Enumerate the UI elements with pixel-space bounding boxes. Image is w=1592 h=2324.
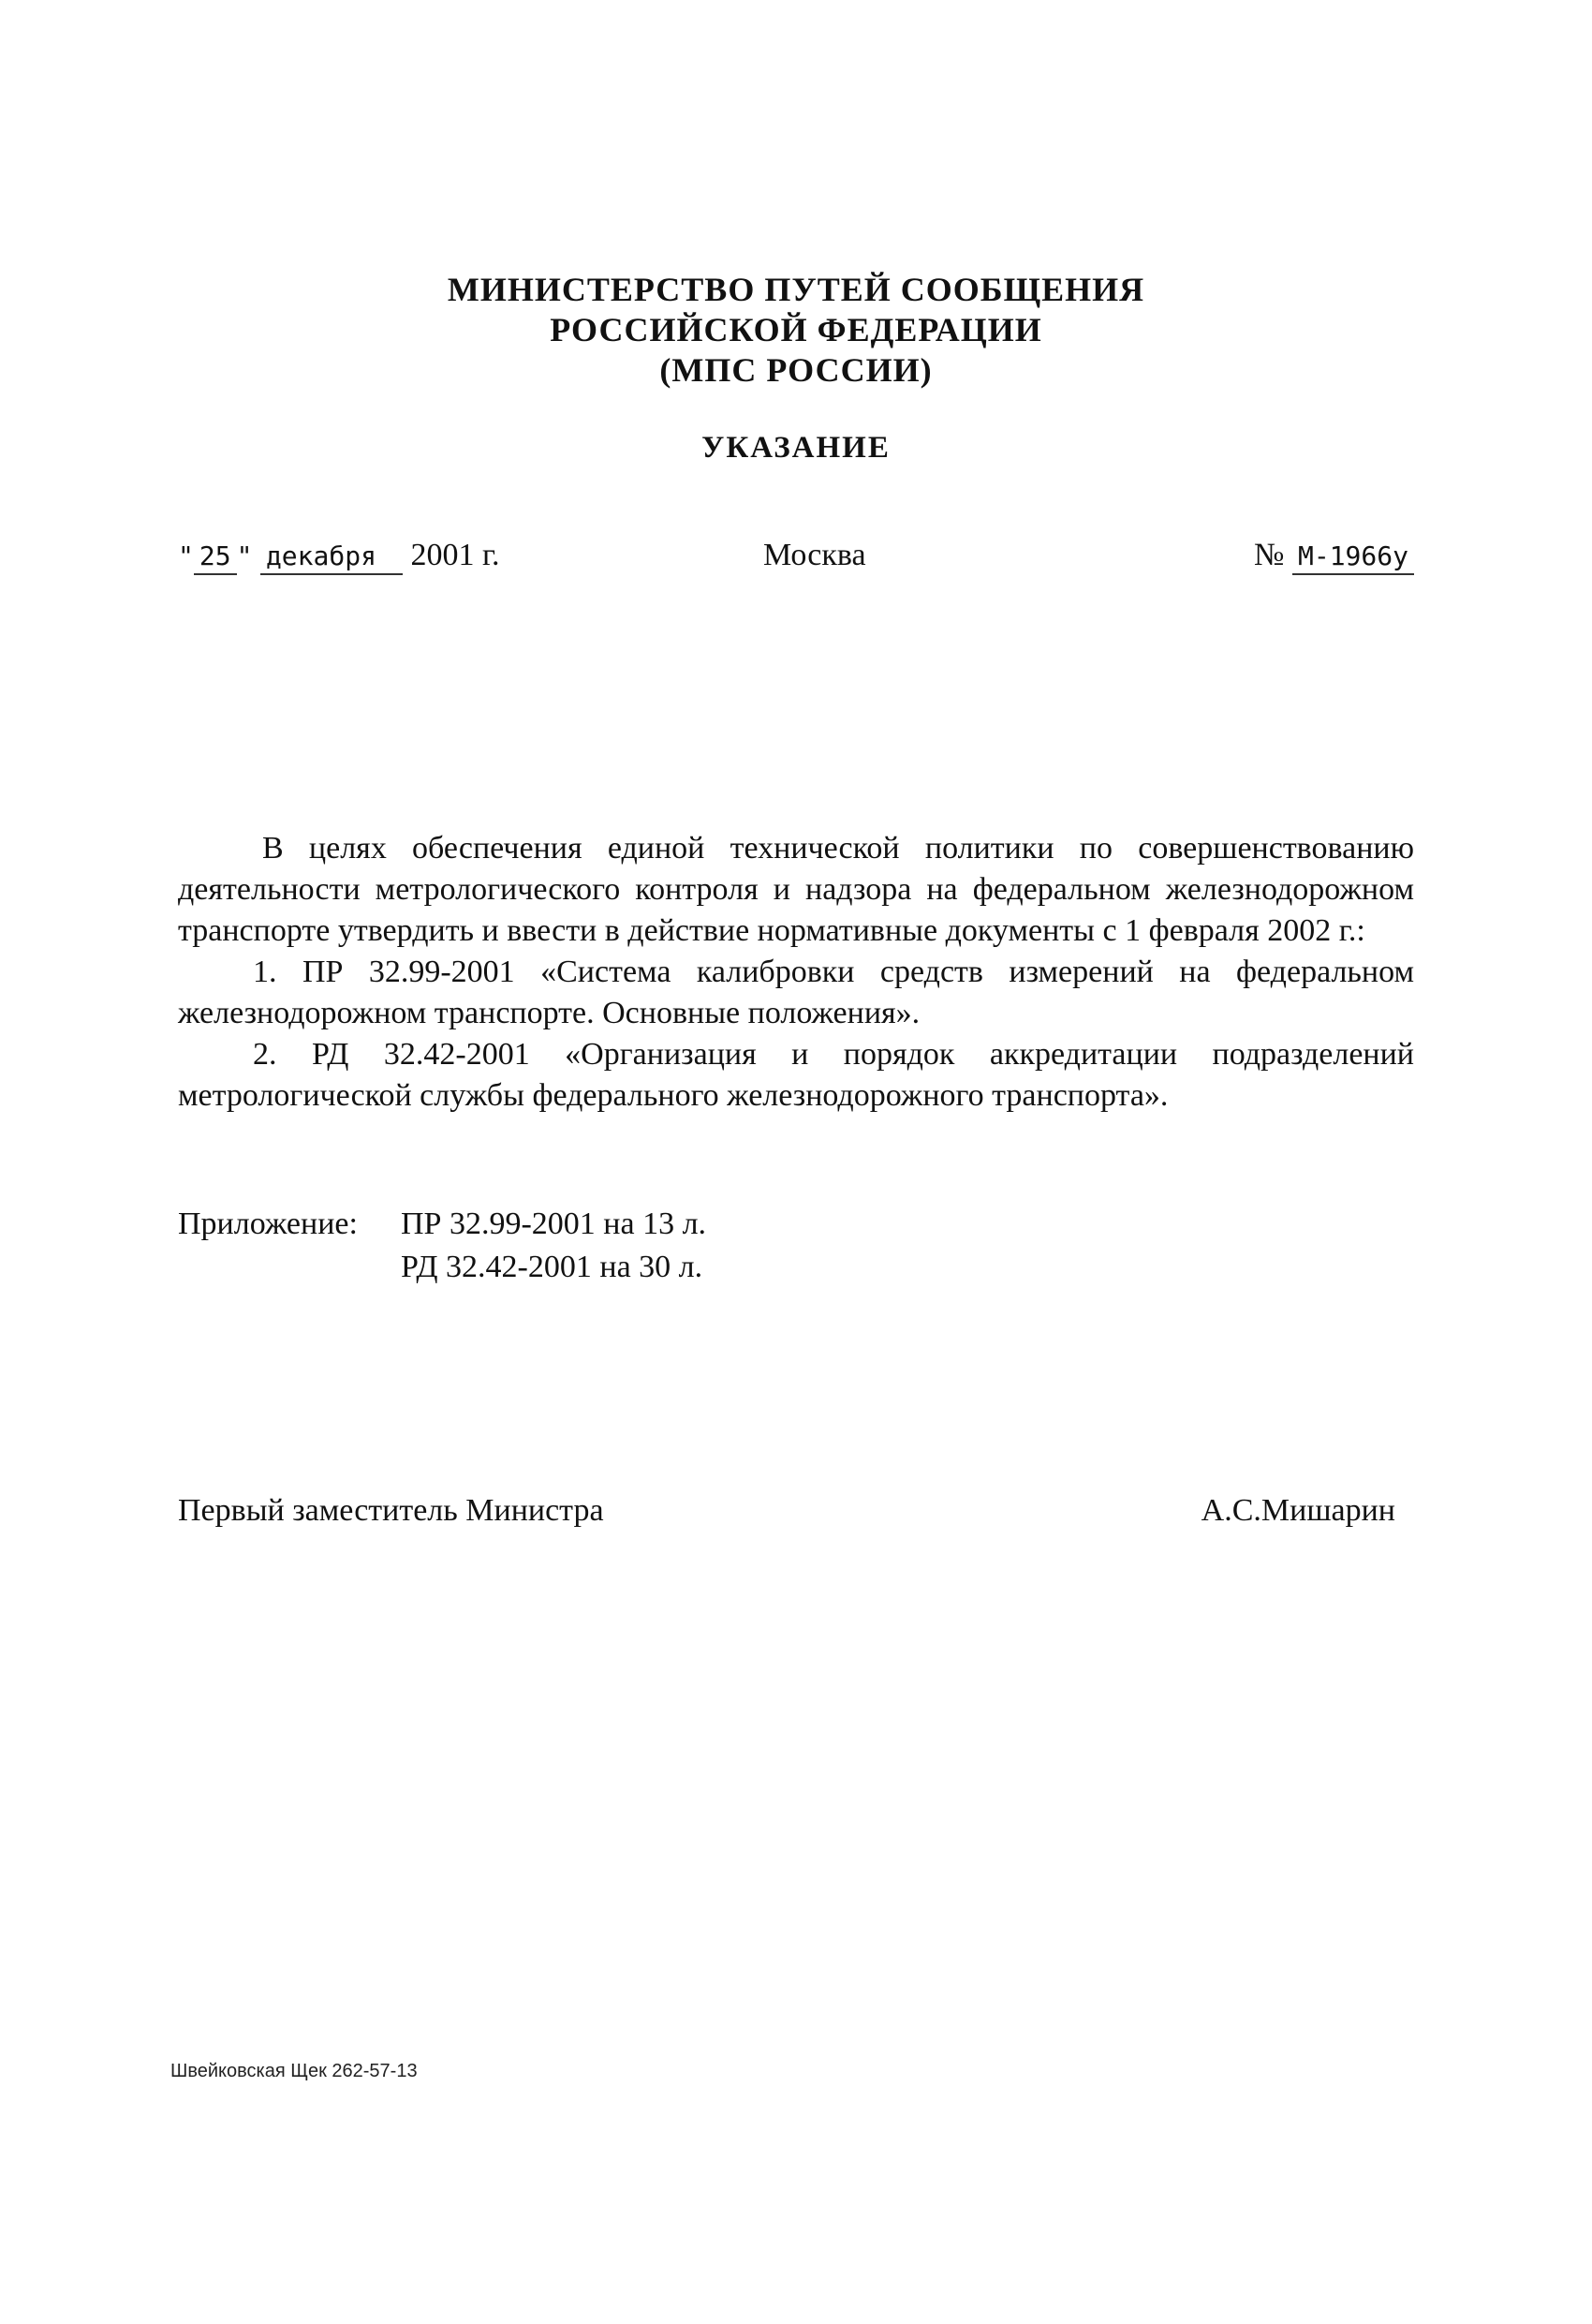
attachment-label: Приложение: <box>178 1206 358 1241</box>
quote-close: " <box>236 540 253 571</box>
body-item-2: 2. РД 32.42-2001 «Организация и порядок аккредитации подразделений метрологической службы федерального железнодорожного транспорта». <box>178 1037 1414 1113</box>
body-intro: В целях обеспечения единой технической политики по совершенствованию деятельности метрологического контроля и надзора на федеральном железнодорожном транспорте утвердить и ввести в действие нормативные документы с 1 февраля 2002 г.: <box>178 831 1414 948</box>
signer-name: А.С.Мишарин <box>1201 1493 1395 1528</box>
date-year: 2001 г. <box>410 538 500 572</box>
document-city: Москва <box>763 538 866 572</box>
header-line-1: МИНИСТЕРСТВО ПУТЕЙ СООБЩЕНИЯ <box>447 271 1145 308</box>
date-month: декабря <box>260 540 403 575</box>
attachment-item-2: РД 32.42-2001 на 30 л. <box>401 1250 703 1284</box>
header-line-2: РОССИЙСКОЙ ФЕДЕРАЦИИ <box>550 311 1042 348</box>
document-date <box>178 538 500 575</box>
attachment-item-1: ПР 32.99-2001 на 13 л. <box>401 1206 707 1241</box>
attachment-block <box>178 1203 1114 1289</box>
number-label: № <box>1254 538 1285 572</box>
number-value: М-1966у <box>1292 540 1414 575</box>
signer-position: Первый заместитель Министра <box>178 1493 604 1528</box>
dateline <box>178 538 1414 585</box>
quote-open: " <box>178 540 194 571</box>
attachment-row-2 <box>178 1246 1114 1289</box>
document-type: УКАЗАНИЕ <box>701 431 891 465</box>
body-item-1: 1. ПР 32.99-2001 «Система калибровки средств измерений на федеральном железнодорожном транспорте. Основные положения». <box>178 955 1414 1030</box>
header-line-3: (МПС РОССИИ) <box>659 351 933 389</box>
footer-note: Швейковская Щек 262-57-13 <box>170 2061 418 2081</box>
date-day: 25 <box>194 540 237 575</box>
attachment-row-1 <box>178 1203 1114 1246</box>
document-body <box>178 828 1414 1117</box>
ministry-header <box>0 270 1592 391</box>
document-number <box>1254 538 1414 575</box>
